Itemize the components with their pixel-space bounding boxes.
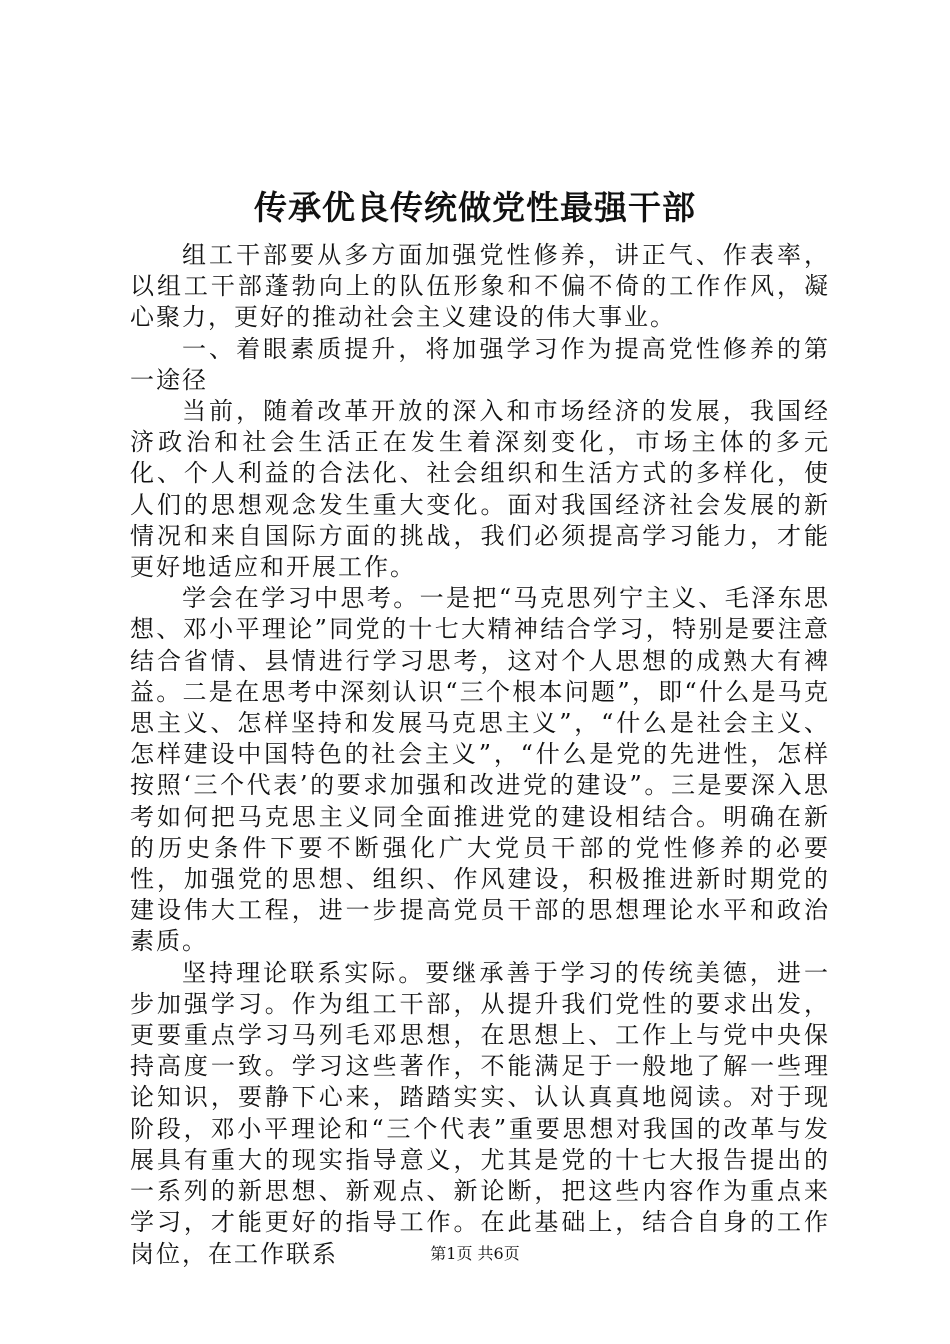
paragraph-intro: 组工干部要从多方面加强党性修养，讲正气、作表率，以组工干部蓬勃向上的队伍形象和不偏不倚的工作作风，凝心聚力，更好的推动社会主义建设的伟大事业。 [130, 241, 830, 332]
paragraph-context: 当前，随着改革开放的深入和市场经济的发展，我国经济政治和社会生活正在发生着深刻变化，市场主体的多元化、个人利益的合法化、社会组织和生活方式的多样化，使人们的思想观念发生重大变化。面对我国经济社会发展的新情况和来自国际方面的挑战，我们必须提高学习能力，才能更好地适应和开展工作。 [130, 397, 830, 582]
section-heading-1: 一、着眼素质提升，将加强学习作为提高党性修养的第一途径 [130, 334, 830, 394]
paragraph-theory-practice: 坚持理论联系实际。要继承善于学习的传统美德，进一步加强学习。作为组工干部，从提升我们党性的要求出发，更要重点学习马列毛邓思想，在思想上、工作上与党中央保持高度一致。学习这些著作，不能满足于一般地了解一些理论知识，要静下心来，踏踏实实、认认真真地阅读。对于现阶段，邓小平理论和“三个代表”重要思想对我国的改革与发展具有重大的现实指导意义，尤其是党的十七大报告提出的一系列的新思想、新观点、新论断，把这些内容作为重点来学习，才能更好的指导工作。在此基础上，结合自身的工作岗位，在工作联系 [130, 958, 830, 1268]
paragraph-learn-think: 学会在学习中思考。一是把“马克思列宁主义、毛泽东思想、邓小平理论”同党的十七大精神结合学习，特别是要注意结合省情、县情进行学习思考，这对个人思想的成熟大有裨益。二是在思考中深刻认识“三个根本问题”，即“什么是马克思主义、怎样坚持和发展马克思主义”，“什么是社会主义、怎样建设中国特色的社会主义”，“什么是党的先进性，怎样按照‘三个代表’的要求加强和改进党的建设”。三是要深入思考如何把马克思主义同全面推进党的建设相结合。明确在新的历史条件下要不断强化广大党员干部的党性修养的必要性，加强党的思想、组织、作风建设，积极推进新时期党的建设伟大工程，进一步提高党员干部的思想理论水平和政治素质。 [130, 584, 830, 956]
document-title: 传承优良传统做党性最强干部 [254, 188, 696, 227]
document-body [130, 240, 830, 1270]
page-number-footer: 第1页 共6页 [430, 1244, 520, 1263]
